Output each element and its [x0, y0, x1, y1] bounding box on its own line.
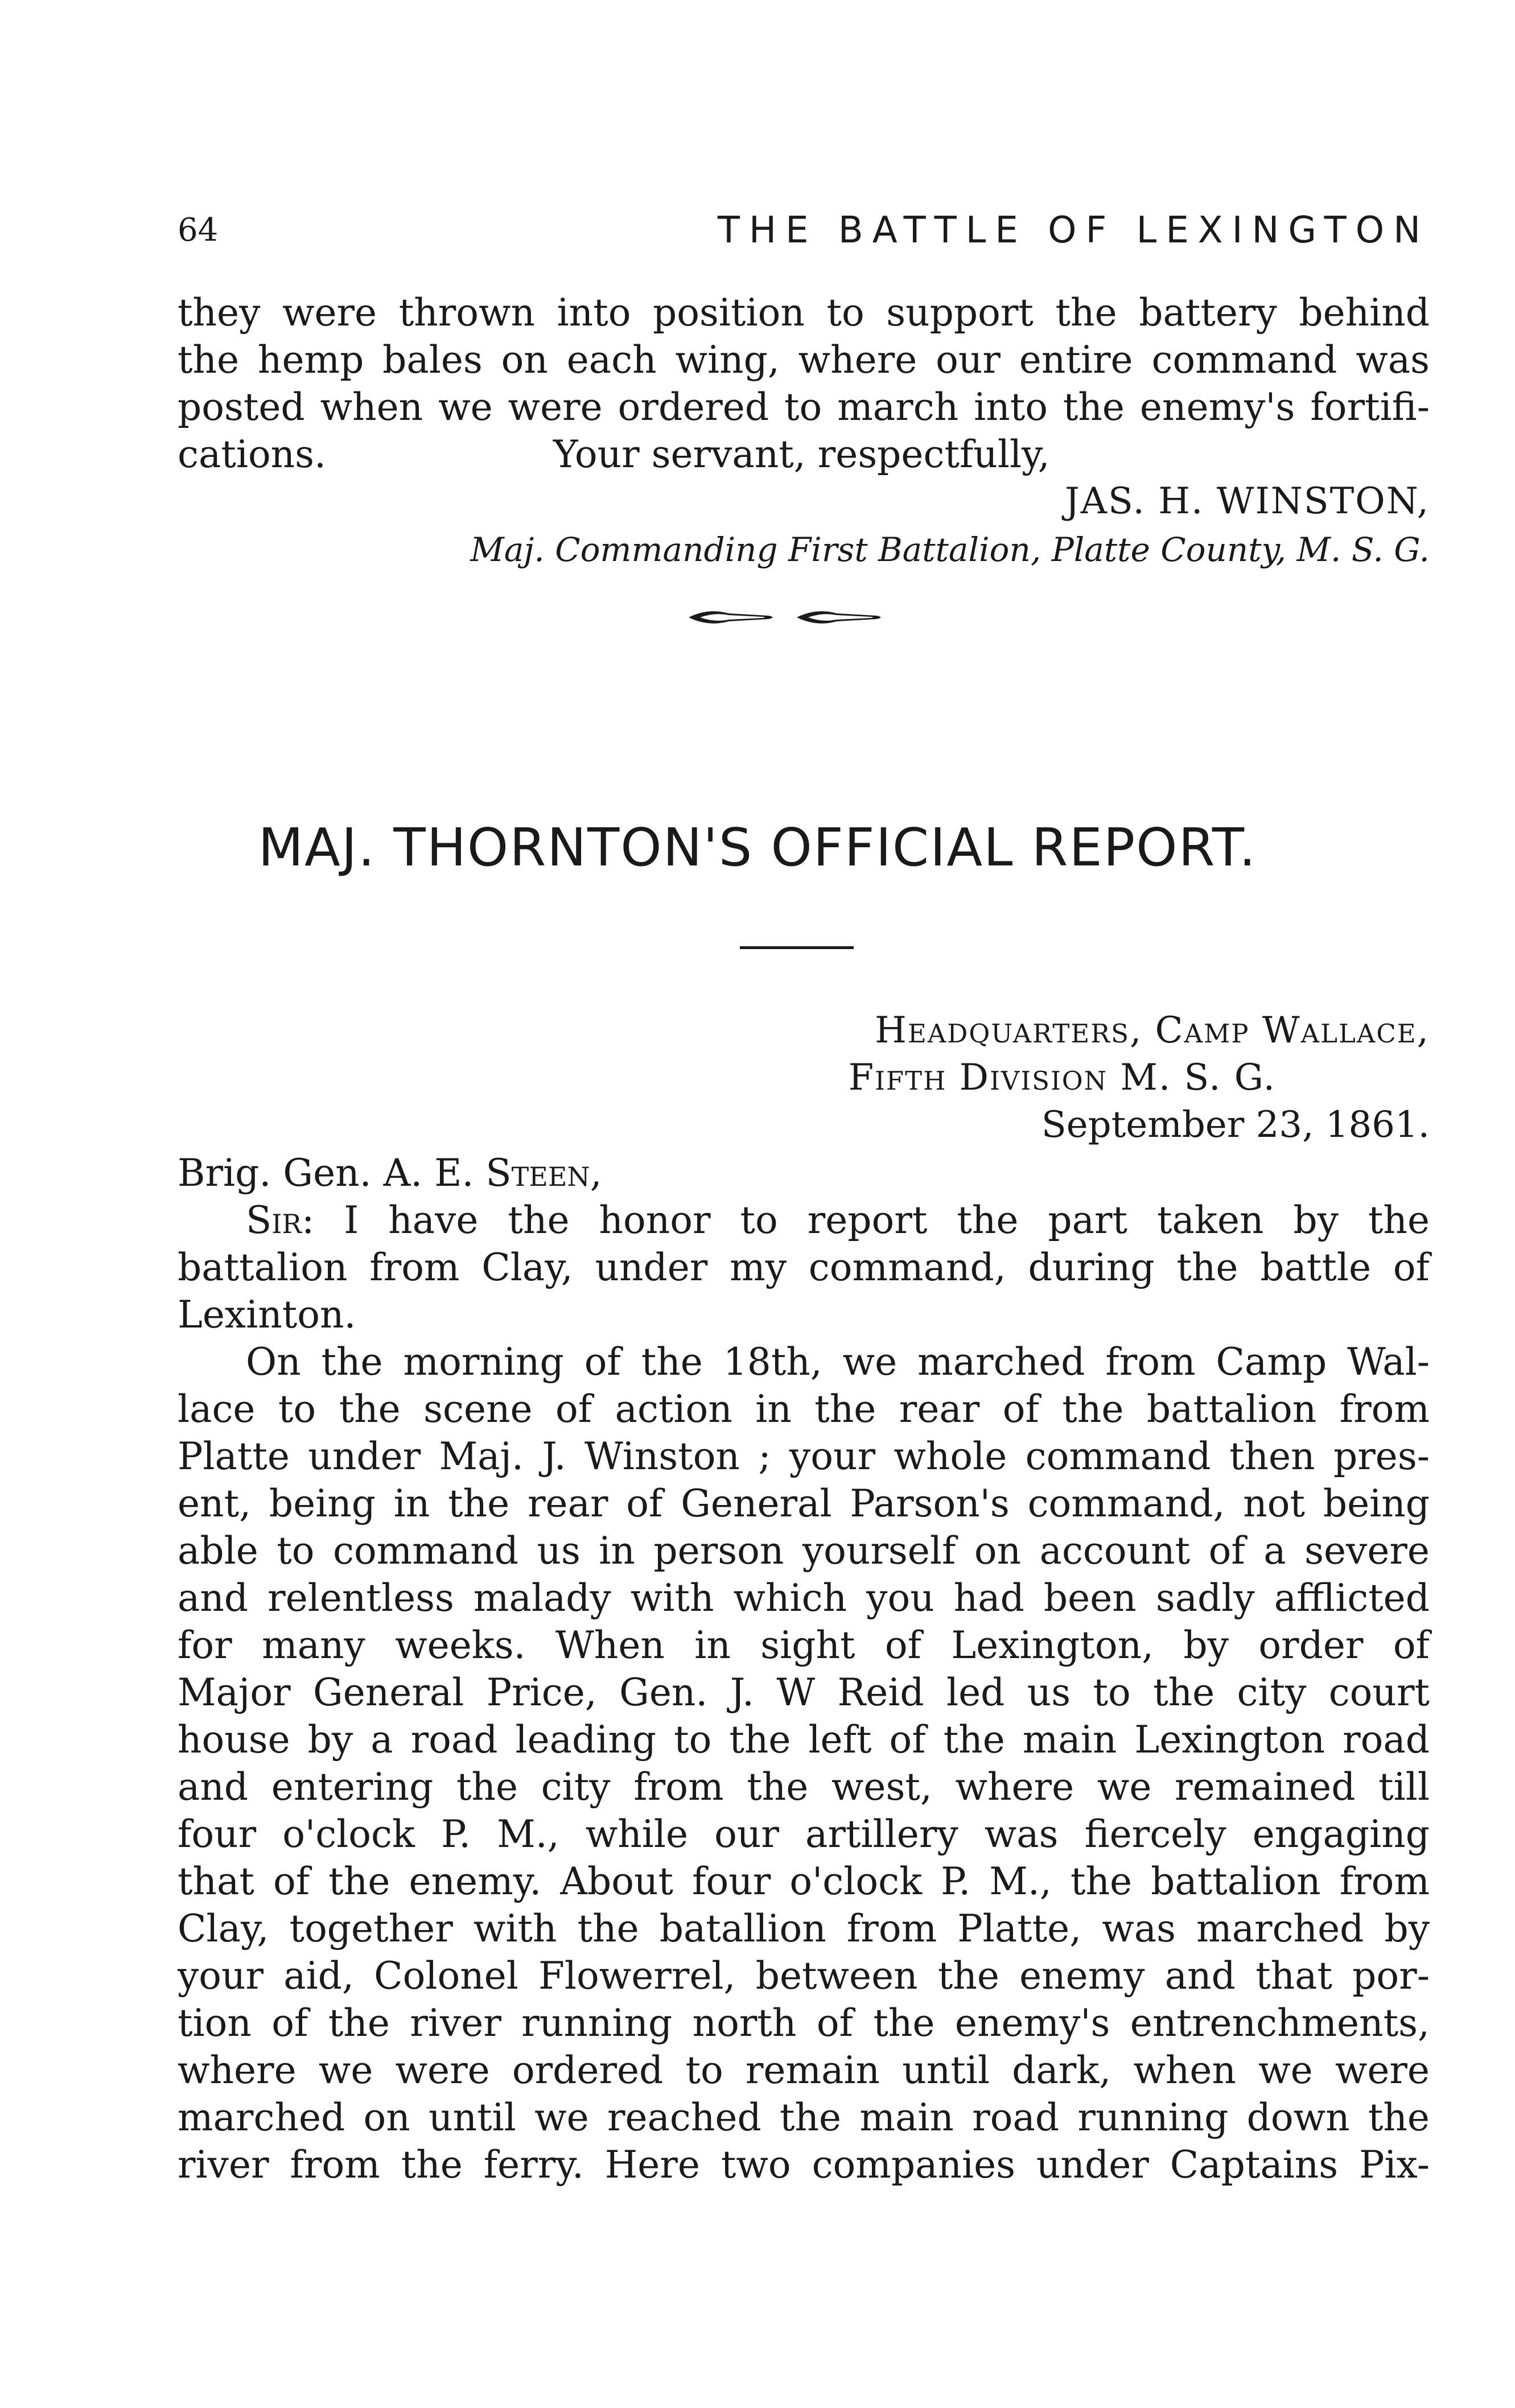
text-line: house by a road leading to the left of the main Lexington road: [178, 1718, 1430, 1762]
signature: JAS. H. WINSTON,: [1065, 480, 1430, 522]
addressee-prefix: Brig. Gen. A. E.: [178, 1151, 486, 1195]
running-title: THE BATTLE OF LEXINGTON: [717, 209, 1430, 251]
text-line: posted when we were ordered to march into the enemy's fortifi-: [178, 385, 1430, 429]
text-line: where we were ordered to remain until dark, when we were: [178, 2048, 1430, 2092]
heading-line-2: Fifth Division M. S. G.: [848, 1057, 1276, 1099]
title-rule: [740, 946, 854, 949]
text-line: river from the ferry. Here two companies under Captains Pix-: [178, 2143, 1430, 2187]
text-line: and entering the city from the west, where we remained till: [178, 1765, 1430, 1809]
text-line: Lexinton.: [178, 1293, 356, 1337]
report-body: [178, 1197, 1430, 2188]
previous-report-text: [178, 289, 1430, 431]
text-line: the hemp bales on each wing, where our entire command was: [178, 338, 1430, 382]
text-line: four o'clock P. M., while our artillery was fiercely engaging: [178, 1812, 1430, 1856]
text-line: On the morning of the 18th, we marched from Camp Wal-: [246, 1340, 1430, 1384]
heading-line-1: Headquarters, Camp Wallace,: [875, 1009, 1430, 1052]
addressee-name: Steen: [485, 1151, 590, 1195]
text-line: for many weeks. When in sight of Lexington, by order of: [178, 1623, 1430, 1667]
report-date: September 23, 1861.: [1041, 1104, 1430, 1146]
text-line: lace to the scene of action in the rear of the battalion from: [178, 1387, 1430, 1431]
text-line: battalion from Clay, under my command, during the battle of: [178, 1246, 1430, 1289]
text-line-rest: : I have the honor to report the part taken by the: [302, 1198, 1430, 1242]
text-line: your aid, Colonel Flowerrel, between the enemy and that por-: [178, 1954, 1430, 1998]
text-line: able to command us in person yourself on account of a severe: [178, 1529, 1430, 1573]
salutation: Sir: [246, 1198, 302, 1242]
text-line: Platte under Maj. J. Winston ; your whole command then pres-: [178, 1434, 1430, 1478]
signature-title: Maj. Commanding First Battalion, Platte County, M. S. G.: [470, 530, 1430, 569]
valediction: Your servant, respectfully,: [553, 432, 1050, 476]
section-ornament: [683, 603, 899, 632]
text-line: marched on until we reached the main road running down the: [178, 2096, 1430, 2139]
addressee-suffix: ,: [590, 1151, 602, 1195]
addressee: [178, 1149, 602, 1197]
text-line: tion of the river running north of the enemy's entrenchments,: [178, 2001, 1430, 2045]
text-line: Major General Price, Gen. J. W Reid led us to the city court: [178, 1671, 1430, 1714]
text-line: [178, 1197, 1430, 1244]
text-line: and relentless malady with which you had been sadly afflicted: [178, 1576, 1430, 1620]
text-line: they were thrown into position to support the battery behind: [178, 291, 1430, 335]
text-line-end: cations.: [178, 432, 327, 476]
report-title: MAJ. THORNTON'S OFFICIAL REPORT.: [258, 817, 1257, 878]
text-line: that of the enemy. About four o'clock P. M., the battalion from: [178, 1859, 1430, 1903]
running-head: [178, 205, 1430, 256]
text-line: Clay, together with the batallion from Platte, was marched by: [178, 1907, 1430, 1951]
page-number: 64: [178, 212, 219, 249]
text-line: ent, being in the rear of General Parson's command, not being: [178, 1482, 1430, 1525]
